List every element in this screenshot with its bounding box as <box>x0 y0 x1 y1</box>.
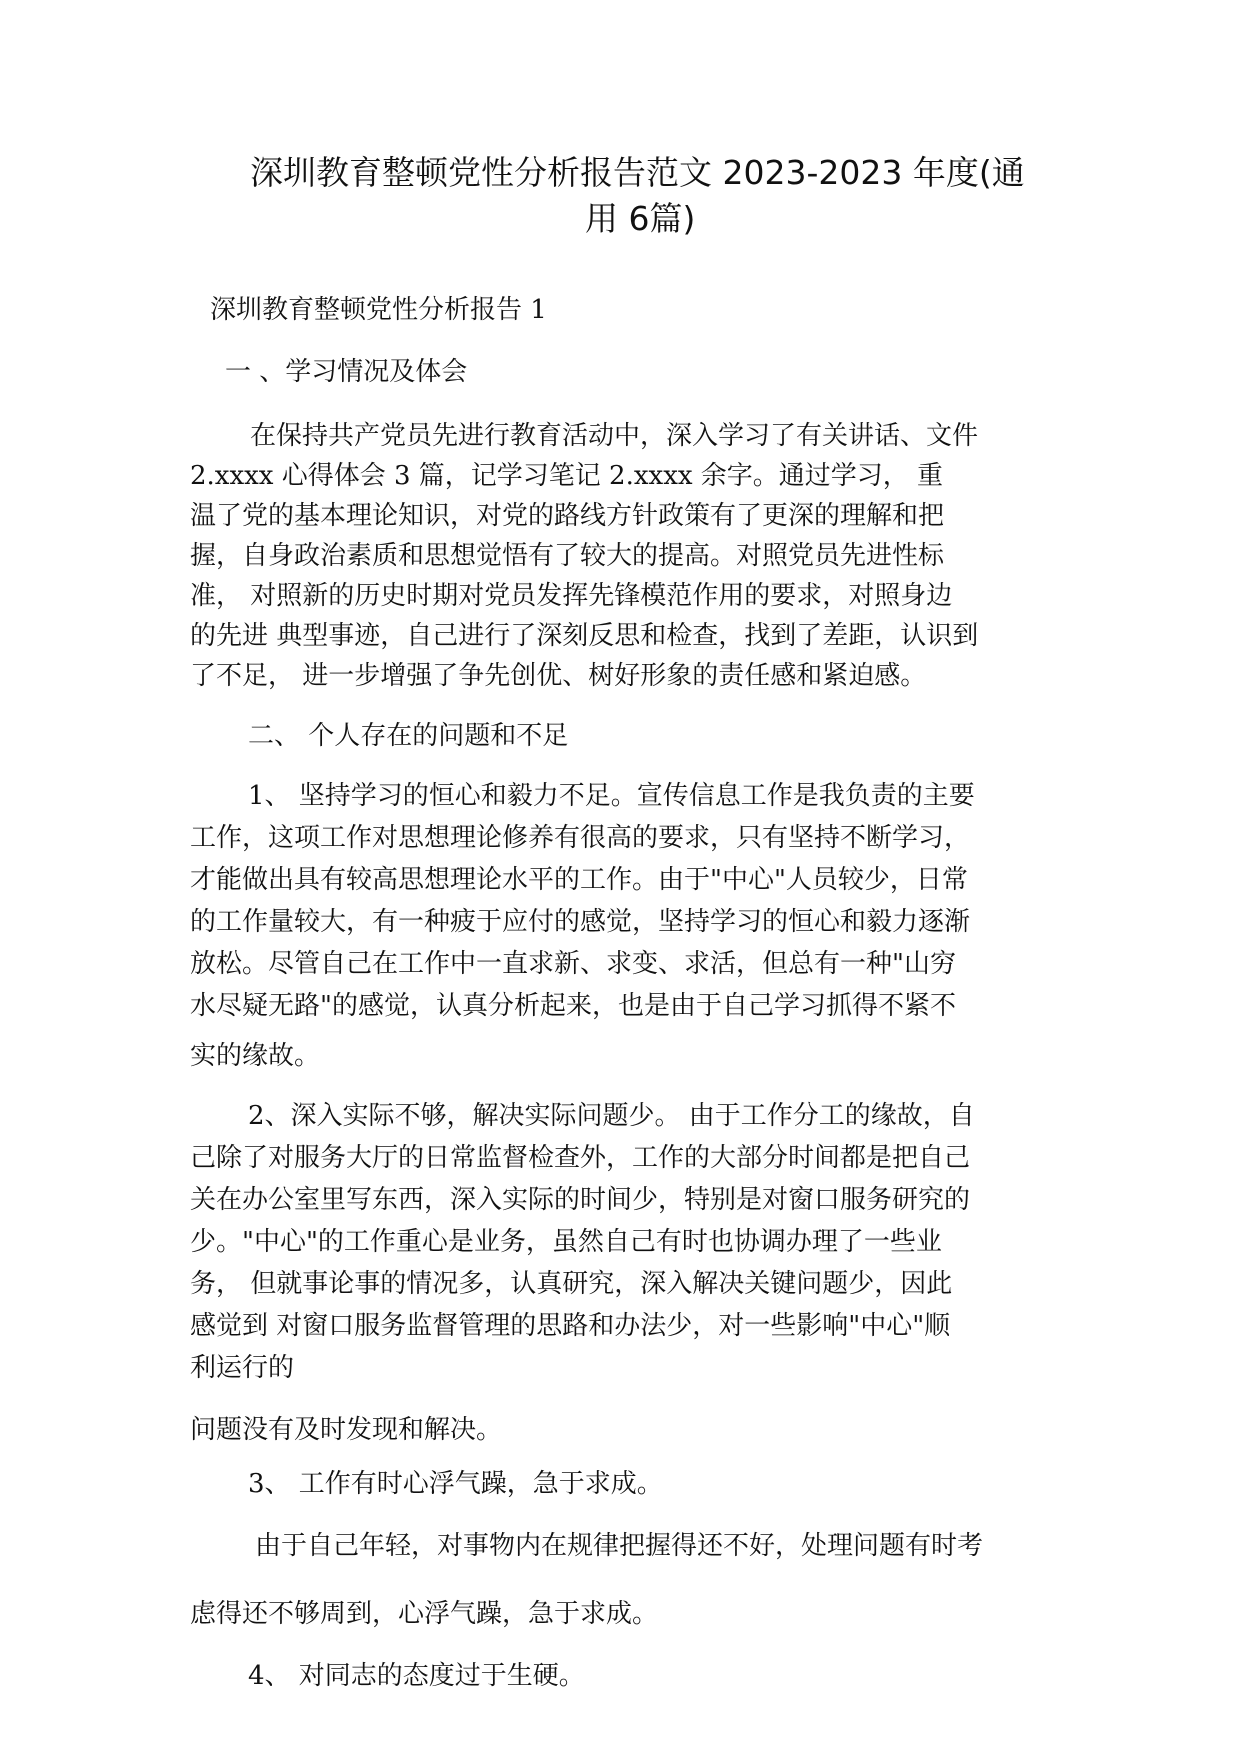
paragraph-line: 温了党的基本理论知识，对党的路线方针政策有了更深的理解和把 <box>190 501 945 531</box>
document-title <box>250 150 1050 242</box>
paragraph-line: 1、 坚持学习的恒心和毅力不足。宣传信息工作是我负责的主要 <box>248 781 975 811</box>
paragraph-line: 水尽疑无路"的感觉，认真分析起来，也是由于自己学习抓得不紧不 <box>190 991 956 1021</box>
paragraph-line: 的工作量较大，有一种疲于应付的感觉，坚持学习的恒心和毅力逐渐 <box>190 907 971 937</box>
paragraph-line: 了不足， 进一步增强了争先创优、树好形象的责任感和紧迫感。 <box>190 661 927 691</box>
section-heading-1: 一 、学习情况及体会 <box>225 357 468 387</box>
paragraph-line: 问题没有及时发现和解决。 <box>190 1415 503 1445</box>
paragraph-line: 关在办公室里写东西，深入实际的时间少，特别是对窗口服务研究的 <box>190 1185 971 1215</box>
paragraph-line: 由于自己年轻，对事物内在规律把握得还不好，处理问题有时考 <box>255 1531 984 1561</box>
report-heading: 深圳教育整顿党性分析报告 1 <box>210 295 547 325</box>
paragraph-line: 虑得还不够周到，心浮气躁，急于求成。 <box>190 1599 659 1629</box>
paragraph-line: 2、深入实际不够，解决实际问题少。 由于工作分工的缘故，自 <box>248 1101 975 1131</box>
paragraph-line: 准， 对照新的历史时期对党员发挥先锋模范作用的要求，对照身边 <box>190 581 953 611</box>
paragraph-line: 感觉到 对窗口服务监督管理的思路和办法少，对一些影响"中心"顺 <box>190 1311 951 1341</box>
paragraph-line: 握，自身政治素质和思想觉悟有了较大的提高。对照党员先进性标 <box>190 541 945 571</box>
paragraph-line: 放松。尽管自己在工作中一直求新、求变、求活，但总有一种"山穷 <box>190 949 956 979</box>
paragraph-line: 的先进 典型事迹，自己进行了深刻反思和检查，找到了差距，认识到 <box>190 621 979 651</box>
paragraph-line: 才能做出具有较高思想理论水平的工作。由于"中心"人员较少，日常 <box>190 865 968 895</box>
title-line-1: 深圳教育整顿党性分析报告范文 2023-2023 年度(通 <box>250 153 1025 192</box>
paragraph-line: 工作，这项工作对思想理论修养有很高的要求，只有坚持不断学习， <box>190 823 971 853</box>
item-heading-4: 4、 对同志的态度过于生硬。 <box>248 1661 585 1691</box>
paragraph-line: 实的缘故。 <box>190 1041 321 1071</box>
title-line-2: 用 6篇) <box>585 199 696 238</box>
section-heading-2: 二、 个人存在的问题和不足 <box>248 721 569 751</box>
paragraph-line: 利运行的 <box>190 1353 295 1383</box>
paragraph-line: 己除了对服务大厅的日常监督检查外，工作的大部分时间都是把自己 <box>190 1143 971 1173</box>
paragraph-line: 少。"中心"的工作重心是业务，虽然自己有时也协调办理了一些业 <box>190 1227 942 1257</box>
paragraph-line: 在保持共产党员先进行教育活动中，深入学习了有关讲话、文件 <box>250 421 979 451</box>
item-heading-3: 3、 工作有时心浮气躁，急于求成。 <box>248 1469 663 1499</box>
paragraph-line: 2.xxxx 心得体会 3 篇，记学习笔记 2.xxxx 余字。通过学习， 重 <box>190 461 944 491</box>
paragraph-line: 务， 但就事论事的情况多，认真研究，深入解决关键问题少，因此 <box>190 1269 953 1299</box>
